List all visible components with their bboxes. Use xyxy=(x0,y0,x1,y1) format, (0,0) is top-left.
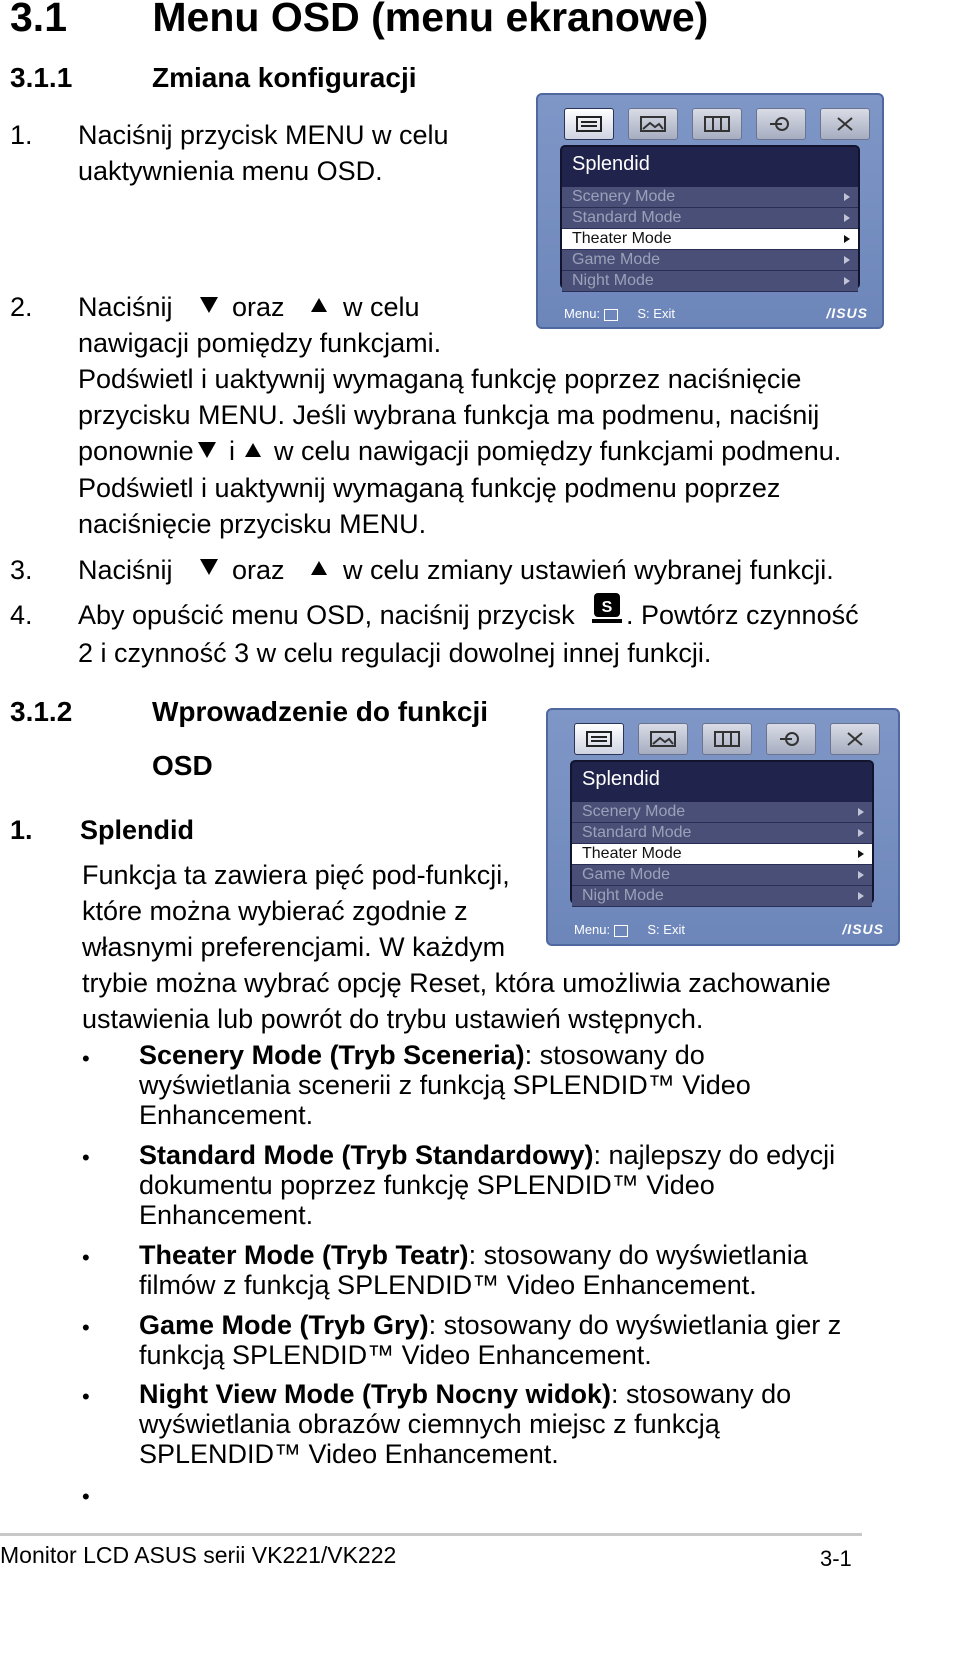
splendid-tab-icon xyxy=(564,108,614,140)
section-2-title-2: OSD xyxy=(152,750,213,781)
osd-tab-icons xyxy=(574,723,880,755)
input-tab-icon xyxy=(766,723,816,755)
step-1-text: Naciśnij przycisk MENU w celu xyxy=(78,120,449,150)
bullet-dot: • xyxy=(82,1315,90,1340)
osd-item-game: Game Mode xyxy=(572,865,872,886)
image-tab-icon xyxy=(628,108,678,140)
footer-title: Monitor LCD ASUS serii VK221/VK222 xyxy=(0,1542,397,1568)
osd-item-night: Night Mode xyxy=(572,886,872,907)
section-2-number: 3.1.2 xyxy=(10,696,73,727)
para-line-4: trybie można wybrać opcję Reset, która umożliwia zachowanie xyxy=(82,968,831,998)
input-tab-icon xyxy=(756,108,806,140)
step-3-b: oraz xyxy=(232,555,285,585)
chapter-title: Menu OSD (menu ekranowe) xyxy=(152,0,709,40)
step-2-line-4: przycisku MENU. Jeśli wybrana funkcja ma podmenu, naciśnij xyxy=(78,400,820,430)
bullet-scenery: Scenery Mode (Tryb Sceneria): stosowany do wyświetlania scenerii z funkcją SPLENDID™ Video Enhancement. xyxy=(139,1040,751,1130)
step-2-number: 2. xyxy=(10,292,33,322)
para-line-3: własnymi preferencjami. W każdym xyxy=(82,932,506,962)
osd-item-theater: Theater Mode xyxy=(562,229,858,250)
down-arrow-icon xyxy=(200,297,218,313)
bullet-dot: • xyxy=(82,1245,90,1270)
osd-item-standard: Standard Mode xyxy=(572,823,872,844)
osd-menu-screenshot-2 xyxy=(546,708,900,946)
down-arrow-icon xyxy=(200,559,218,575)
bullet-standard: Standard Mode (Tryb Standardowy): najlepszy do edycji dokumentu poprzez funkcję SPLENDID™ Video Enhancement. xyxy=(139,1140,836,1230)
osd-menu-screenshot xyxy=(536,93,884,329)
setup-tab-icon xyxy=(820,108,870,140)
subsection-number: 1. xyxy=(10,815,33,845)
osd-submenu-panel xyxy=(560,145,860,289)
osd-mode-list xyxy=(562,187,858,292)
osd-mode-list xyxy=(572,802,872,907)
step-1-text-2: uaktywnienia menu OSD. xyxy=(78,156,383,186)
subsection-title: Splendid xyxy=(80,815,194,845)
osd-item-game: Game Mode xyxy=(562,250,858,271)
asus-logo: /ISUS xyxy=(842,921,884,937)
osd-item-standard: Standard Mode xyxy=(562,208,858,229)
svg-text:S: S xyxy=(601,599,613,616)
bullet-dot: • xyxy=(82,1145,90,1170)
step-1-number: 1. xyxy=(10,120,33,150)
para-line-1: Funkcja ta zawiera pięć pod-funkcji, xyxy=(82,860,510,890)
bullet-dot: • xyxy=(82,1384,90,1409)
up-arrow-icon xyxy=(245,443,261,457)
chapter-heading xyxy=(10,0,708,41)
step-4-b: . Powtórz czynność xyxy=(626,600,859,630)
osd-footer: Menu: S: Exit xyxy=(564,306,675,321)
osd-item-theater: Theater Mode xyxy=(572,844,872,865)
bullet-dot-empty: • xyxy=(82,1484,90,1509)
para-line-5: ustawienia lub powrót do trybu ustawień wstępnych. xyxy=(82,1004,704,1034)
section-title: Zmiana konfiguracji xyxy=(152,62,417,93)
splendid-button-icon xyxy=(592,592,622,624)
osd-tab-icons xyxy=(564,108,870,140)
down-arrow-icon xyxy=(198,442,216,458)
step-4-number: 4. xyxy=(10,600,33,630)
bullet-night: Night View Mode (Tryb Nocny widok): stosowany do wyświetlania obrazów ciemnych miejsc z funkcją SPLENDID™ Video Enhancement. xyxy=(139,1379,792,1469)
bullet-theater: Theater Mode (Tryb Teatr): stosowany do wyświetlania filmów z funkcją SPLENDID™ Video Enhancement. xyxy=(139,1240,808,1300)
step-4-a: Aby opuścić menu OSD, naciśnij przycisk xyxy=(78,600,575,630)
color-tab-icon xyxy=(702,723,752,755)
step-2-oraz: oraz xyxy=(232,292,285,322)
step-2-line-5a: ponownie xyxy=(78,436,194,466)
image-tab-icon xyxy=(638,723,688,755)
menu-key-icon xyxy=(614,925,628,937)
osd-title: Splendid xyxy=(582,768,660,790)
page-number: 3-1 xyxy=(820,1546,852,1571)
step-3-a: Naciśnij xyxy=(78,555,173,585)
up-arrow-icon xyxy=(311,561,327,575)
step-2-line-6: Podświetl i uaktywnij wymaganą funkcję podmenu poprzez xyxy=(78,473,781,503)
osd-title: Splendid xyxy=(572,153,650,175)
step-2-wcelu: w celu xyxy=(343,292,420,322)
asus-logo: /ISUS xyxy=(826,305,868,321)
osd-footer: Menu: S: Exit xyxy=(574,922,685,937)
osd-item-scenery: Scenery Mode xyxy=(572,802,872,823)
step-2-line-2: nawigacji pomiędzy funkcjami. xyxy=(78,328,442,358)
section-2-title: Wprowadzenie do funkcji xyxy=(152,696,489,727)
step-2-line-7: naciśnięcie przycisku MENU. xyxy=(78,509,427,539)
color-tab-icon xyxy=(692,108,742,140)
osd-item-night: Night Mode xyxy=(562,271,858,292)
step-2-naciśnij: Naciśnij xyxy=(78,292,173,322)
step-4-line-2: 2 i czynność 3 w celu regulacji dowolnej innej funkcji. xyxy=(78,638,712,668)
para-line-2: które można wybierać zgodnie z xyxy=(82,896,468,926)
step-2-line-3: Podświetl i uaktywnij wymaganą funkcję poprzez naciśnięcie xyxy=(78,364,802,394)
bullet-game: Game Mode (Tryb Gry): stosowany do wyświetlania gier z funkcją SPLENDID™ Video Enhancement. xyxy=(139,1310,842,1370)
setup-tab-icon xyxy=(830,723,880,755)
osd-submenu-panel xyxy=(570,760,874,904)
step-3-c: w celu zmiany ustawień wybranej funkcji. xyxy=(343,555,834,585)
step-3-number: 3. xyxy=(10,555,33,585)
up-arrow-icon xyxy=(311,298,327,312)
menu-key-icon xyxy=(604,309,618,321)
step-2-line-5c: w celu nawigacji pomiędzy funkcjami podmenu. xyxy=(274,436,842,466)
step-2-line-5b: i xyxy=(229,436,235,466)
osd-item-scenery: Scenery Mode xyxy=(562,187,858,208)
bullet-dot: • xyxy=(82,1046,90,1071)
splendid-tab-icon xyxy=(574,723,624,755)
chapter-number: 3.1 xyxy=(10,0,67,40)
footer-divider xyxy=(0,1533,862,1536)
section-number: 3.1.1 xyxy=(10,62,73,93)
